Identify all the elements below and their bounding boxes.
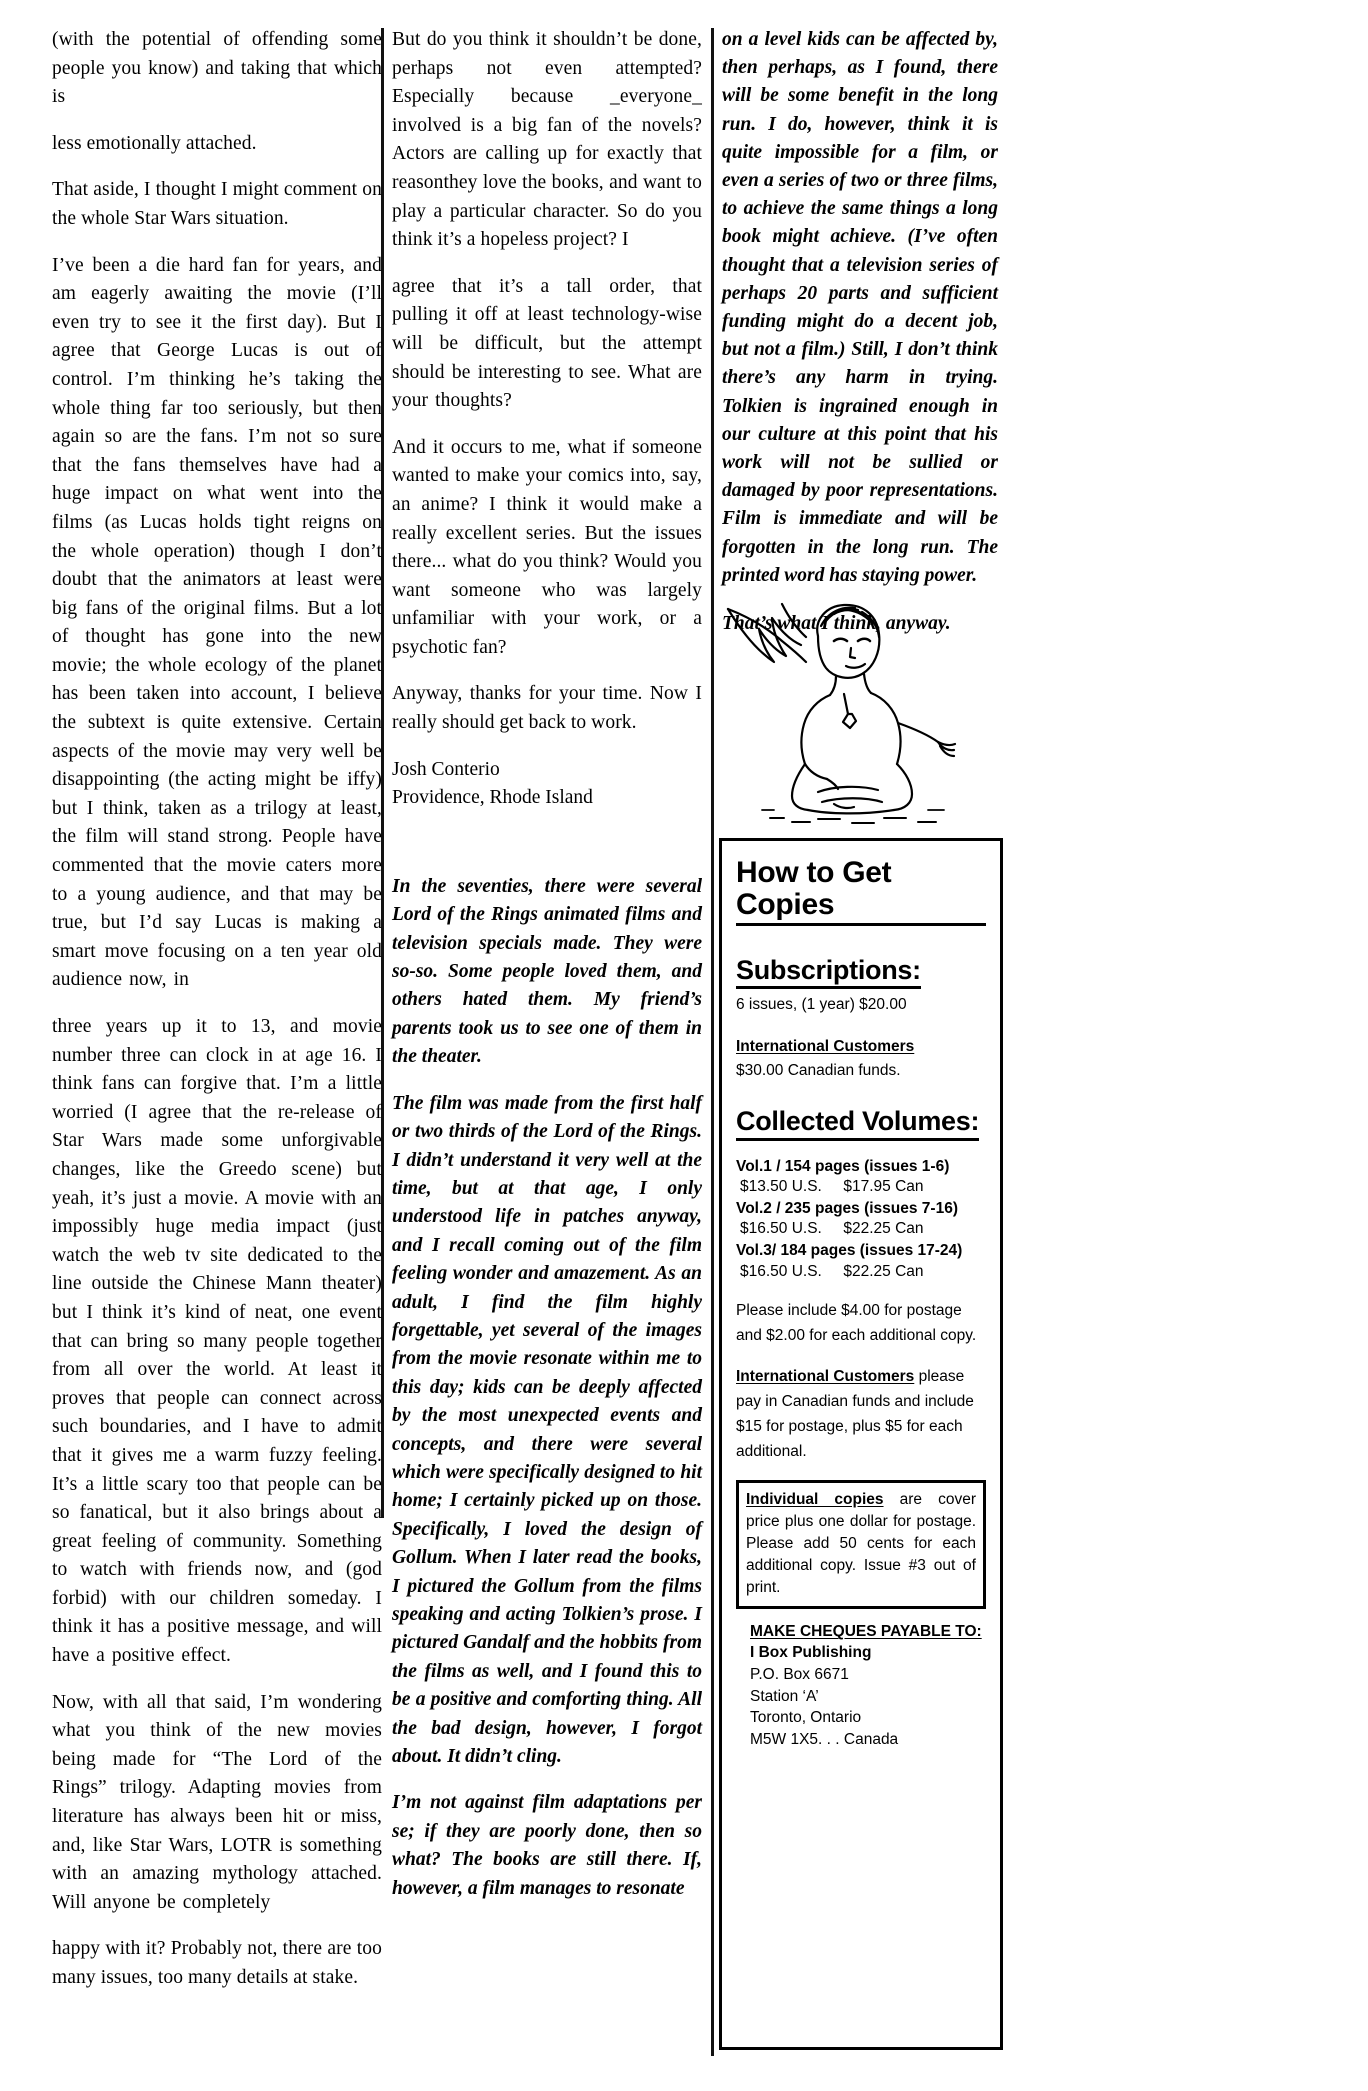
paragraph: less emotionally attached. — [52, 132, 257, 154]
cheques-block — [750, 1623, 986, 1750]
editor-reply-paragraph: In the seventies, there were several Lord of the Rings animated films and television specials made. They were so-so. Some people loved them, and others hated them. My friend’s parents took us to see one of them in the theater. — [392, 875, 702, 1068]
paragraph: (with the potential of offending some people you know) and taking that which is — [52, 29, 382, 108]
postage-note: Please include $4.00 for postage and $2.00 for each additional copy. — [736, 1301, 977, 1344]
address-line: Station ‘A’ — [750, 1687, 819, 1705]
letter-signature — [392, 756, 702, 813]
international-customers-note: please pay in Canadian funds and include $15 for postage, plus $5 for each additional. — [736, 1367, 974, 1461]
paragraph: But do you think it shouldn’t be done, perhaps not even attempted? Especially because _everyone_ involved is a big fan of the novels? Actors are calling up for exactly that reasonthey love the books, and want to play a particular character. So do you think it’s a hopeless project? I — [392, 29, 702, 251]
paragraph: Now, with all that said, I’m wondering what you think of the new movies being made for “The Lord of the Rings” trilogy. Adapting movies from literature has always been hit or miss, and, like Star Wars, LOTR is something with an amazing mythology attached. Will anyone be completely — [52, 1691, 382, 1913]
make-cheques-payable-label: MAKE CHEQUES PAYABLE TO: — [750, 1623, 982, 1641]
paragraph: That aside, I thought I might comment on the whole Star Wars situation. — [52, 179, 382, 229]
address-line: M5W 1X5. . . Canada — [750, 1731, 899, 1749]
address-line: Toronto, Ontario — [750, 1709, 862, 1727]
paragraph: agree that it’s a tall order, that pulling it off at least technology-wise will be difficult, but the attempt should be interesting to see. What are your thoughts? — [392, 275, 702, 412]
ad-title: How to Get Copies — [736, 857, 986, 926]
column-one — [52, 26, 382, 1993]
column-three — [722, 26, 998, 658]
international-funds-line: $30.00 Canadian funds. — [736, 1061, 901, 1079]
individual-copies-note: are cover price plus one dollar for postage. Please add 50 cents for each additional copy. Issue #3 out of print. — [746, 1491, 977, 1597]
editor-reply-paragraph: on a level kids can be affected by, then perhaps, as I found, there will be some benefit in the long run. I do, however, think it is quite impossible for a film, or even a series of two or three films, to achieve the same things a long book might achieve. (I’ve often thought that a television series of perhaps 20 parts and sufficient funding might do a decent job, but not a film.) Still, I don’t think there’s any harm in trying. Tolkien is ingrained enough in our culture at this point that his work will not be sullied or damaged by poor representations. Film is immediate and will be forgotten in the long run. The printed word has staying power. — [722, 29, 998, 586]
individual-copies-label: Individual copies — [746, 1491, 884, 1509]
signature-name: Josh Conterio — [392, 758, 500, 780]
paragraph: And it occurs to me, what if someone wanted to make your comics into, say, an anime? I think it would make a really excellent series. But the issues there... what do you think? Would you want someone who was largely unfamiliar with your work, or a psychotic fan? — [392, 436, 702, 658]
volume-title: Vol.3/ 184 pages (issues 17-24) — [736, 1242, 963, 1260]
international-customers-block-1 — [736, 1036, 986, 1057]
collected-volumes-heading: Collected Volumes: — [736, 1107, 979, 1141]
paragraph: happy with it? Probably not, there are too many issues, too many details at stake. — [52, 1938, 382, 1988]
subscription-price-line: 6 issues, (1 year) $20.00 — [736, 996, 907, 1014]
international-customers-label: International Customers — [736, 1038, 915, 1056]
individual-copies-note-wrap — [746, 1489, 976, 1599]
signature-location: Providence, Rhode Island — [392, 787, 593, 809]
subscriptions-heading: Subscriptions: — [736, 956, 921, 990]
publisher-name: I Box Publishing — [750, 1644, 872, 1662]
volumes-list — [736, 1157, 986, 1282]
international-customers-block-2 — [736, 1364, 986, 1464]
address-line: P.O. Box 6671 — [750, 1666, 849, 1684]
volume-title: Vol.1 / 154 pages (issues 1-6) — [736, 1157, 950, 1175]
volume-title: Vol.2 / 235 pages (issues 7-16) — [736, 1200, 958, 1218]
column-divider-right — [711, 28, 714, 2056]
paragraph: I’ve been a die hard fan for years, and am eagerly awaiting the movie (I’ll even try to see it the first day). But I agree that George Lucas is out of control. I’m thinking he’s taking the whole thing far too seriously, but then again so are the fans. I’m not so sure that the fans themselves have had a huge impact on what went into the films (as Lucas holds tight reigns on the whole operation) though I don’t doubt that the animators at least were big fans of the original films. But a lot of thought has gone into the new movie; the whole ecology of the planet has been taken into account, I believe the subtext is quite extensive. Certain aspects of the movie may very well be disappointing (the acting might be iffy) but I think, taken as a trilogy at least, the film will stand strong. People have commented that the movie caters more to a young audience, and that may be true, but I’d say Lucas is making a smart move focusing on a ten year old audience now, in — [52, 254, 382, 991]
volume-price: $16.50 U.S. $22.25 Can — [740, 1262, 924, 1280]
paragraph: three years up it to 13, and movie number three can clock in at age 16. I think fans can forgive that. I’m a little worried (I agree that the re-release of Star Wars made some unforgivable changes, like the Greedo scene) but yeah, it’s just a movie. A movie with an impossibly huge media impact (just watch the web tv site dedicated to the line outside the Chinese Mann theater) but I think it’s kind of neat, one event that can bring so many people together from all over the world. At least it proves that people can connect across such boundaries, and I have to admit that it gives me a warm fuzzy feeling. It’s a little scary too that people can be so fanatical, but it also brings about a great feeling of community. Something to watch with friends now, and (god forbid) with our children someday. I think it has a positive message, and will have a positive effect. — [52, 1016, 382, 1667]
winged-fairy-figure-illustration — [722, 596, 992, 826]
paragraph: Anyway, thanks for your time. Now I really should get back to work. — [392, 683, 702, 734]
editor-reply-paragraph: That’s what I think, anyway. — [722, 613, 951, 635]
individual-copies-box — [736, 1480, 986, 1609]
international-customers-label: International Customers — [736, 1367, 915, 1385]
how-to-get-copies-ad — [719, 838, 1003, 2050]
volume-price: $13.50 U.S. $17.95 Can — [740, 1177, 924, 1195]
volume-price: $16.50 U.S. $22.25 Can — [740, 1220, 924, 1238]
editor-reply-paragraph: I’m not against film adaptations per se; if they are poorly done, then so what? The books are still there. If, however, a film manages to resonate — [392, 1792, 702, 1899]
editor-reply-paragraph: The film was made from the first half or two thirds of the Lord of the Rings. I didn’t understand it very well at the time, but at that age, I only understood life in patches anyway, and I recall coming out of the film feeling wonder and amazement. As an adult, I find the film highly forgettable, yet several of the images from the movie resonate within me to this day; kids can be deeply affected by the most unexpected events and concepts, and there were several which were specifically designed to hit home; I certainly picked up on those. Specifically, I loved the design of Gollum. When I later read the books, I pictured the Gollum from the films speaking and acting Tolkien’s prose. I pictured Gandalf and the hobbits from the films as well, and I found this to be a positive and comforting thing. All the bad design, however, I forgot about. It didn’t cling. — [392, 1092, 702, 1768]
column-two — [392, 26, 702, 1921]
